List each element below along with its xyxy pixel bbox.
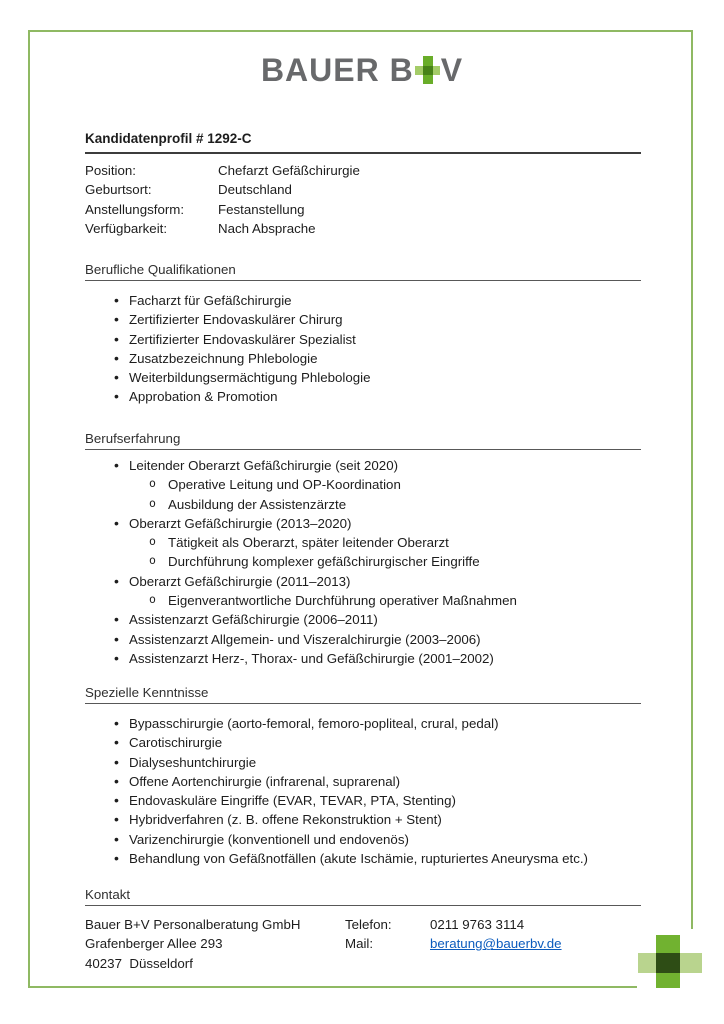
experience-subitem: o Tätigkeit als Oberarzt, später leitender Oberarzt <box>85 533 641 552</box>
section-heading-qualifikationen: Berufliche Qualifikationen <box>85 262 641 281</box>
experience-subitem: o Durchführung komplexer gefäßchirurgischer Eingriffe <box>85 552 641 571</box>
company-city: 40237 Düsseldorf <box>85 955 193 971</box>
skill-item: • Offene Aortenchirurgie (infrarenal, suprarenal) <box>85 772 641 791</box>
berufserfahrung-list <box>85 456 641 668</box>
section-heading-kontakt: Kontakt <box>85 887 641 906</box>
section-heading-kenntnisse: Spezielle Kenntnisse <box>85 685 641 704</box>
experience-subitem: o Eigenverantwortliche Durchführung operativer Maßnahmen <box>85 591 641 610</box>
bauer-cross-logo <box>638 935 702 988</box>
skill-item: • Bypasschirurgie (aorto-femoral, femoro-popliteal, crural, pedal) <box>85 714 641 733</box>
document-title: Kandidatenprofil # 1292-C <box>85 131 641 154</box>
qualification-item: • Zertifizierter Endovaskulärer Spezialist <box>85 330 641 349</box>
qualification-item: • Zusatzbezeichnung Phlebologie <box>85 349 641 368</box>
company-street: Grafenberger Allee 293 <box>85 936 223 952</box>
telefon-label: Telefon: <box>345 917 392 932</box>
contact-block <box>85 915 641 973</box>
verfuegbarkeit-label: Verfügbarkeit: <box>85 220 168 236</box>
qualification-item: • Zertifizierter Endovaskulärer Chirurg <box>85 310 641 329</box>
experience-item: • Assistenzarzt Gefäßchirurgie (2006–2011) <box>85 610 641 629</box>
experience-item: • Oberarzt Gefäßchirurgie (2013–2020) <box>85 514 641 533</box>
kenntnisse-list <box>85 714 641 868</box>
skill-item: • Carotischirurgie <box>85 733 641 752</box>
qualification-item: • Facharzt für Gefäßchirurgie <box>85 291 641 310</box>
telefon-value: 0211 9763 3114 <box>430 917 525 932</box>
email-link[interactable]: beratung@bauerbv.de <box>430 936 562 952</box>
qualification-item: • Approbation & Promotion <box>85 387 641 406</box>
qualifikationen-list <box>85 291 641 407</box>
geburtsort-value: Deutschland <box>218 182 292 198</box>
anstellungsform-label: Anstellungsform: <box>85 201 185 217</box>
geburtsort-label: Geburtsort: <box>85 182 152 198</box>
mail-label: Mail: <box>345 936 374 952</box>
logo-text-left: BAUER B <box>260 52 414 88</box>
section-heading-berufserfahrung: Berufserfahrung <box>85 431 641 450</box>
company-name: Bauer B+V Personalberatung GmbH <box>85 917 301 932</box>
verfuegbarkeit-value: Nach Absprache <box>218 220 316 236</box>
profile-row-anstellungsform <box>85 200 641 219</box>
skill-item: • Hybridverfahren (z. B. offene Rekonstruktion + Stent) <box>85 810 641 829</box>
skill-item: • Behandlung von Gefäßnotfällen (akute Ischämie, rupturiertes Aneurysma etc.) <box>85 849 641 868</box>
company-logo <box>0 52 724 89</box>
experience-subitem: o Ausbildung der Assistenzärzte <box>85 495 641 514</box>
profile-table <box>85 161 641 238</box>
profile-row-verfuegbarkeit <box>85 219 641 238</box>
position-value: Chefarzt Gefäßchirurgie <box>218 163 360 178</box>
experience-subitem: o Operative Leitung und OP-Koordination <box>85 475 641 494</box>
profile-row-position <box>85 161 641 180</box>
experience-item: • Assistenzarzt Allgemein- und Viszeralchirurgie (2003–2006) <box>85 630 641 649</box>
qualification-item: • Weiterbildungsermächtigung Phlebologie <box>85 368 641 387</box>
anstellungsform-value: Festanstellung <box>218 201 305 217</box>
skill-item: • Endovaskuläre Eingriffe (EVAR, TEVAR, PTA, Stenting) <box>85 791 641 810</box>
experience-item: • Leitender Oberarzt Gefäßchirurgie (seit 2020) <box>85 456 641 475</box>
profile-row-geburtsort <box>85 180 641 199</box>
green-plus-icon <box>415 56 440 84</box>
skill-item: • Varizenchirurgie (konventionell und endovenös) <box>85 830 641 849</box>
position-label: Position: <box>85 163 136 178</box>
experience-item: • Assistenzarzt Herz-, Thorax- und Gefäßchirurgie (2001–2002) <box>85 649 641 668</box>
experience-item: • Oberarzt Gefäßchirurgie (2011–2013) <box>85 572 641 591</box>
logo-text-right: V <box>440 52 464 88</box>
skill-item: • Dialyseshuntchirurgie <box>85 753 641 772</box>
